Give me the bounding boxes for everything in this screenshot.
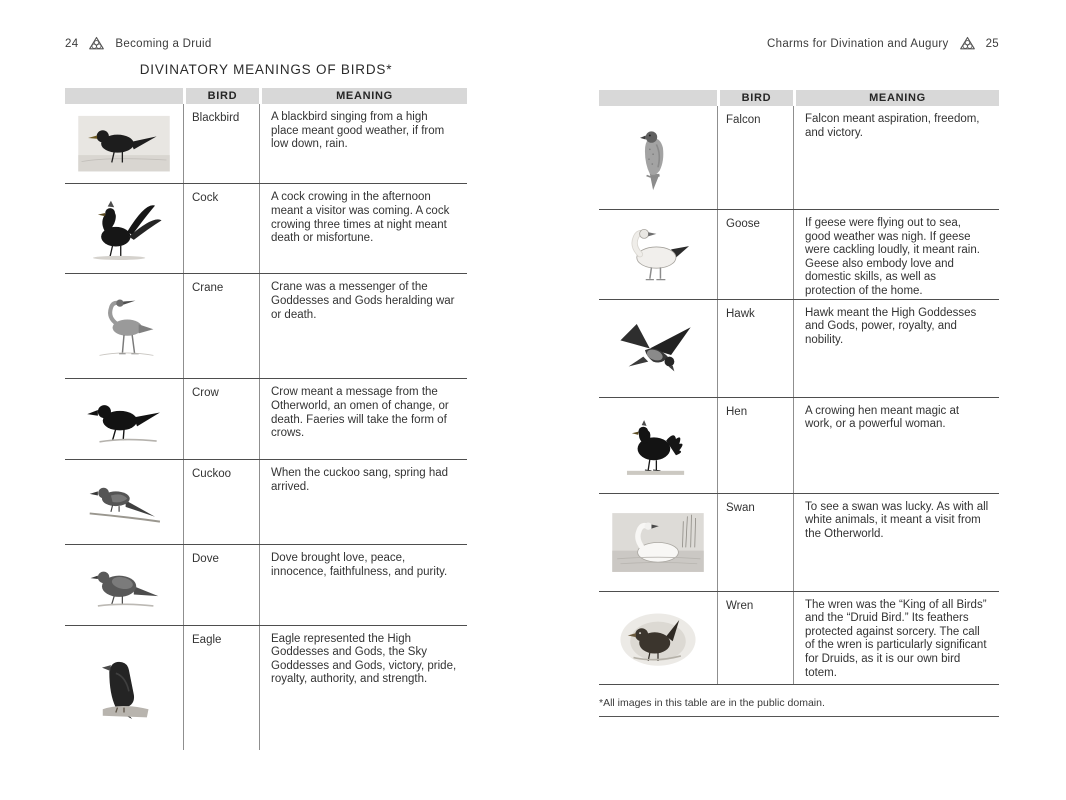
bird-name: Cuckoo [183,460,259,544]
table-row-swan [599,494,999,592]
header-meaning-column: MEANING [262,88,467,104]
cuckoo-image [65,460,183,544]
bird-name: Blackbird [183,104,259,183]
bird-meaning: A cock crowing in the afternoon meant a visitor was coming. A cock crowing three times at night meant death or misfortune. [259,184,467,273]
page-title: DIVINATORY MEANINGS OF BIRDS* [139,62,393,77]
running-head-left [65,36,212,51]
bird-meaning: Hawk meant the High Goddesses and Gods, power, royalty, and nobility. [793,300,999,397]
page-number-right: 25 [985,37,999,50]
bird-name: Swan [717,494,793,591]
bird-meaning: Falcon meant aspiration, freedom, and victory. [793,106,999,209]
goose-image [599,210,717,299]
table-row-cock [65,184,467,274]
dove-image [65,545,183,624]
bird-meaning: Eagle represented the High Goddesses and Gods, the Sky Goddesses and Gods, victory, pride, royalty, authority, and strength. [259,626,467,750]
running-head-title-left: Becoming a Druid [115,37,212,50]
bird-meaning: When the cuckoo sang, spring had arrived. [259,460,467,544]
running-head-title-right: Charms for Divination and Augury [767,37,949,50]
table-row-goose [599,210,999,300]
header-bird-column: BIRD [720,90,793,106]
triquetra-icon [959,36,976,51]
cock-image [65,184,183,273]
table-row-hen [599,398,999,494]
table-footnote: *All images in this table are in the public domain. [599,697,999,717]
table-row-cuckoo [65,460,467,545]
bird-meaning: Crow meant a message from the Otherworld, an omen of change, or death. Faeries will take the form of crows. [259,379,467,459]
table-header-row [65,88,467,104]
triquetra-icon [88,36,105,51]
hawk-image [599,300,717,397]
bird-name: Falcon [717,106,793,209]
table-row-dove [65,545,467,625]
bird-name: Cock [183,184,259,273]
bird-name: Crow [183,379,259,459]
hen-image [599,398,717,493]
bird-meaning: The wren was the “King of all Birds” and the “Druid Bird.” Its feathers protected against sorcery. The call of the wren is particularly significant for Druids, as it is our own bird totem. [793,592,999,684]
header-image-column [65,88,183,104]
header-bird-column: BIRD [186,88,259,104]
bird-meaning: A crowing hen meant magic at work, or a powerful woman. [793,398,999,493]
table-row-crane [65,274,467,379]
eagle-image [65,626,183,750]
bird-meaning: Crane was a messenger of the Goddesses and Gods heralding war or death. [259,274,467,378]
table-row-hawk [599,300,999,398]
bird-name: Dove [183,545,259,624]
bird-meaning: To see a swan was lucky. As with all white animals, it meant a visit from the Otherworld. [793,494,999,591]
bird-name: Crane [183,274,259,378]
bird-name: Goose [717,210,793,299]
swan-image [599,494,717,591]
wren-image [599,592,717,684]
blackbird-image [65,104,183,183]
table-row-blackbird [65,104,467,184]
falcon-image [599,106,717,209]
running-head-right [767,36,999,51]
header-meaning-column: MEANING [796,90,999,106]
bird-name: Eagle [183,626,259,750]
table-row-falcon [599,106,999,210]
table-row-crow [65,379,467,460]
crane-image [65,274,183,378]
bird-name: Hen [717,398,793,493]
bird-name: Hawk [717,300,793,397]
table-header-row [599,90,999,106]
bird-name: Wren [717,592,793,684]
table-row-wren [599,592,999,685]
table-row-eagle [65,626,467,750]
crow-image [65,379,183,459]
bird-meaning: A blackbird singing from a high place meant good weather, if from low down, rain. [259,104,467,183]
bird-table-right [599,90,999,685]
page-number-left: 24 [65,37,79,50]
bird-meaning: Dove brought love, peace, innocence, faithfulness, and purity. [259,545,467,624]
bird-table-left [65,88,467,750]
bird-meaning: If geese were flying out to sea, good weather was nigh. If geese were cackling loudly, it meant rain. Geese also embody love and domestic skills, as well as protection of the home. [793,210,999,299]
header-image-column [599,90,717,106]
